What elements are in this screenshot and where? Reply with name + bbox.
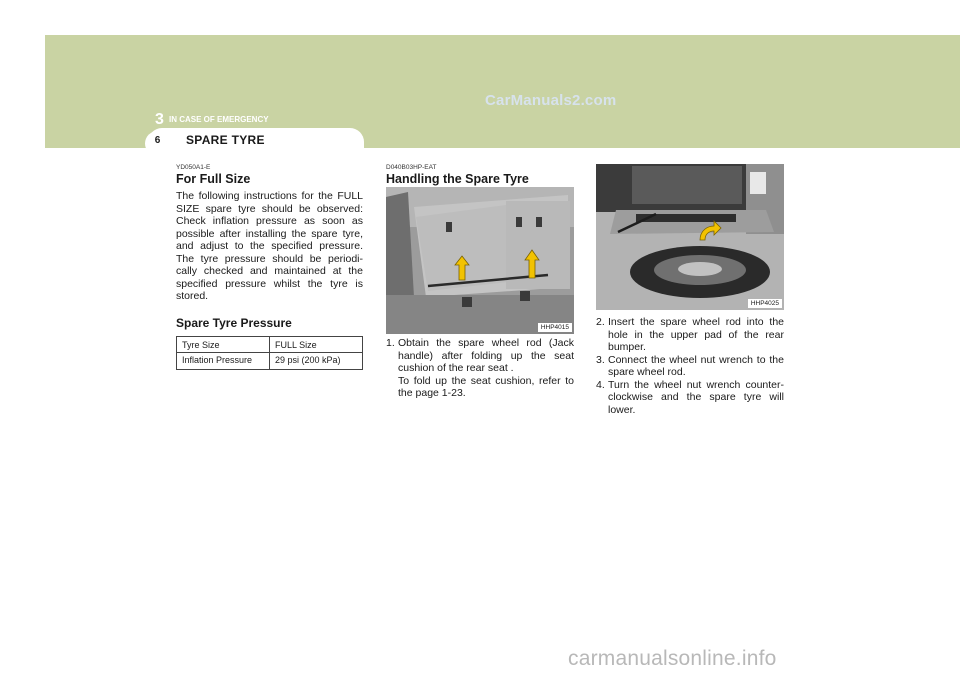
left-heading: For Full Size [176,172,251,186]
section-title: SPARE TYRE [186,133,265,147]
step-number: 1. [386,337,395,349]
arrow-up-icon [524,249,540,279]
list-item [596,316,784,354]
chapter-number: 3 [155,111,164,128]
step-text: Turn the wheel nut wrench counter-clockwise and the spare tyre will lower. [608,378,784,416]
middle-section-code: D040B03HP-EAT [386,164,437,171]
table-cell-inflation-label: Inflation Pressure [182,355,253,365]
left-body-text: The following instructions for the FULL SIZE spare tyre should be observed: Check inflation pressure as soon as possible after installing the spare tyre, and adjust to the specified pressure. The tyre pressure should be periodi-cally checked and maintained at the specified pressure whilst the tyre is stored. [176,190,363,302]
list-item [386,337,574,400]
step-number: 4. [596,378,605,391]
page-number: 6 [154,135,161,146]
step-text: Insert the spare wheel rod into the hole in the upper pad of the rear bumper. [608,316,784,353]
image-label: HHP4025 [748,299,782,308]
step-number: 3. [596,353,605,366]
table-cell-inflation-value: 29 psi (200 kPa) [275,355,341,365]
middle-steps-list [386,337,574,400]
spare-tyre-pressure-heading: Spare Tyre Pressure [176,316,292,330]
list-item [596,354,784,379]
chapter-title: IN CASE OF EMERGENCY [169,115,269,124]
rotation-arrow-icon [696,220,722,242]
step-note: To fold up the seat cushion, refer to the page 1-23. [398,374,574,399]
table-cell-tyre-size-label: Tyre Size [182,340,220,350]
footer-watermark[interactable]: carmanualsonline.info [568,647,777,670]
spare-tyre-photo [596,164,784,310]
step-text: Connect the wheel nut wrench to the spare wheel rod. [608,353,784,378]
list-item [596,379,784,417]
spare-tyre-pressure-table [176,336,363,370]
table-cell-tyre-size-value: FULL Size [275,340,317,350]
top-watermark[interactable]: CarManuals2.com [485,92,617,109]
table-row-divider [177,352,362,353]
middle-heading: Handling the Spare Tyre [386,172,529,186]
table-column-divider [269,337,270,369]
spare-tyre-illustration [596,164,784,310]
step-text: Obtain the spare wheel rod (Jack handle) after folding up the seat cushion of the rear seat . [398,337,574,374]
right-steps-list [596,316,784,416]
left-section-code: YD050A1-E [176,164,211,171]
arrow-up-icon [454,255,470,281]
step-number: 2. [596,316,605,328]
seat-cushion-illustration [386,187,574,334]
seat-cushion-photo [386,187,574,334]
image-label: HHP4015 [538,323,572,332]
